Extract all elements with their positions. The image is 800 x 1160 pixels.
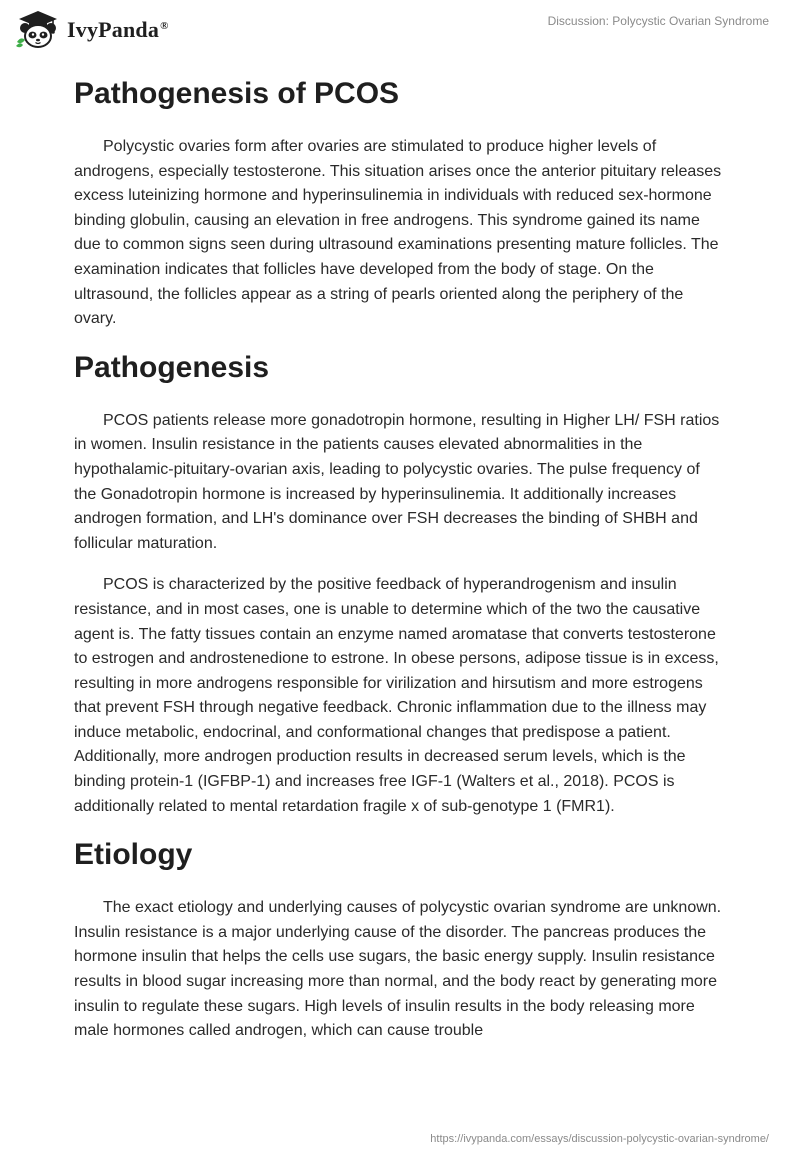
registered-mark: ® xyxy=(160,19,169,32)
paragraph: The exact etiology and underlying causes of polycystic ovarian syndrome are unknown. Insulin resistance is a major underlying cause of the disorder. The pancreas produces the hormone insulin that helps the cells use sugars, the basic energy supply. Insulin resistance results in blood sugar increasing more than normal, and the body react by generating more insulin to regulate these sugars. High levels of insulin results in the body releasing more male hormones called androgen, which can cause trouble xyxy=(74,899,722,1040)
page-header xyxy=(0,0,800,64)
paragraph: Polycystic ovaries form after ovaries are stimulated to produce higher levels of androgens, especially testosterone. This situation arises once the anterior pituitary releases excess luteinizing hormone and hyperinsulinemia in individuals with reduced sex-hormone binding globulin, causing an elevation in free androgens. This syndrome gained its name due to common signs seen during ultrasound examinations presenting mature follicles. The examination indicates that follicles have developed from the body of stage. On the ultrasound, the follicles appear as a string of pearls oriented along the periphery of the ovary. xyxy=(74,138,722,328)
article-body xyxy=(74,70,722,1044)
section-heading-pathogenesis-of-pcos: Pathogenesis of PCOS xyxy=(74,77,400,110)
document-title: Discussion: Polycystic Ovarian Syndrome xyxy=(547,14,769,28)
brand-logo[interactable] xyxy=(15,9,169,49)
paragraph: PCOS is characterized by the positive feedback of hyperandrogenism and insulin resistance, and in most cases, one is unable to determine which of the two the causative agent is. The fatty tissues contain an enzyme named aromatase that converts testosterone to estrogen and androstenedione to estrone. In obese persons, adipose tissue is in excess, resulting in more androgens responsible for virilization and hirsutism and more estrogens that prevent FSH through negative feedback. Chronic inflammation due to the illness may induce metabolic, endocrinal, and conformational changes that predispose a patient. Additionally, more androgen production results in decreased serum levels, which is the binding protein-1 (IGFBP-1) and increases free IGF-1 (Walters et al., 2018). PCOS is additionally related to mental retardation fragile x of sub-genotype 1 (FMR1). xyxy=(74,576,719,815)
panda-graduate-icon xyxy=(15,9,61,49)
source-url-link[interactable]: https://ivypanda.com/essays/discussion-polycystic-ovarian-syndrome/ xyxy=(430,1133,769,1145)
brand-name: IvyPanda® xyxy=(67,17,169,42)
section-heading-pathogenesis: Pathogenesis xyxy=(74,350,270,384)
section-heading-etiology: Etiology xyxy=(74,838,193,872)
paragraph: PCOS patients release more gonadotropin hormone, resulting in Higher LH/ FSH ratios in women. Insulin resistance in the patients causes elevated abnormalities in the hypothalamic-pituitary-ovarian axis, leading to polycystic ovaries. The pulse frequency of the Gonadotropin hormone is increased by hyperinsulinemia. It additionally increases androgen formation, and LH's dominance over FSH decreases the binding of SHBH and follicular maturation. xyxy=(74,411,720,552)
